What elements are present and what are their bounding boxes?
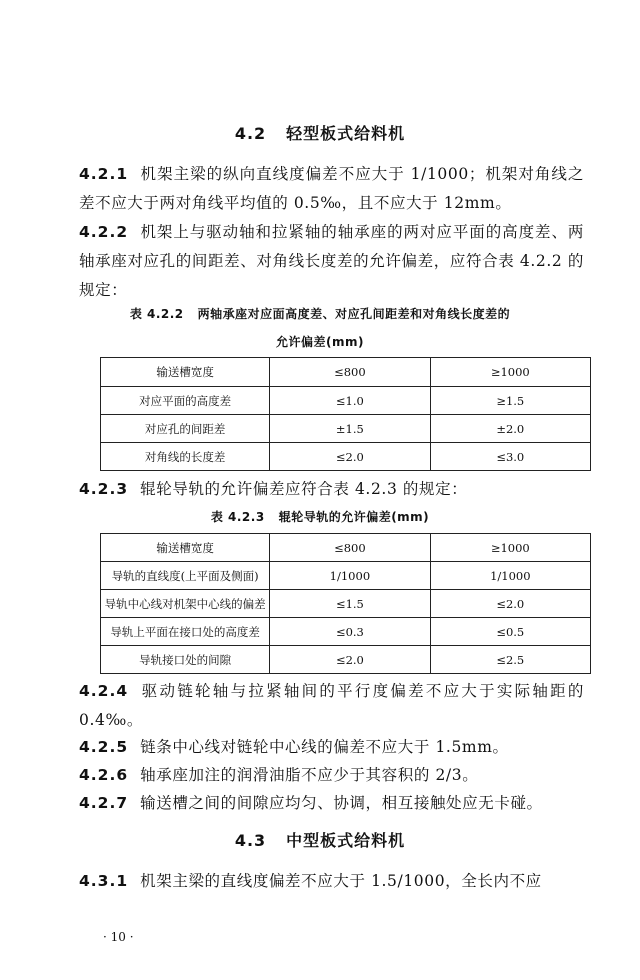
table-header-row xyxy=(101,534,591,562)
table-header-cell: ≥1000 xyxy=(430,534,590,562)
table-cell: 导轨的直线度(上平面及侧面) xyxy=(101,562,270,590)
clause-4-2-3 xyxy=(79,475,584,504)
table-row xyxy=(101,618,591,646)
clause-number: 4.2.5 xyxy=(79,738,129,756)
table-cell: ±2.0 xyxy=(430,415,590,443)
clause-text: 机架上与驱动轴和拉紧轴的轴承座的两对应平面的高度差、两轴承座对应孔的间距差、对角线长度差的允许偏差，应符合表 4.2.2 的规定： xyxy=(79,223,584,299)
clause-4-2-5 xyxy=(79,733,584,762)
clause-text: 链条中心线对链轮中心线的偏差不应大于 1.5mm。 xyxy=(140,738,509,756)
table-title: 辊轮导轨的允许偏差(mm) xyxy=(278,510,430,524)
table-cell: 对角线的长度差 xyxy=(101,443,270,471)
table-cell: 1/1000 xyxy=(270,562,430,590)
table-cell: 导轨中心线对机架中心线的偏差 xyxy=(101,590,270,618)
table-cell: 对应孔的间距差 xyxy=(101,415,270,443)
table-cell: ≤1.5 xyxy=(270,590,430,618)
clause-number: 4.2.7 xyxy=(79,794,129,812)
table-row xyxy=(101,443,591,471)
table-row xyxy=(101,646,591,674)
table-cell: ≤2.0 xyxy=(270,646,430,674)
table-cell: ≤1.0 xyxy=(270,387,430,415)
clause-4-2-1 xyxy=(79,160,584,218)
table-4-2-2 xyxy=(100,357,591,471)
table-row xyxy=(101,387,591,415)
table-header-cell: 输送槽宽度 xyxy=(101,358,270,387)
section-title: 轻型板式给料机 xyxy=(286,124,406,143)
table-cell: ≤3.0 xyxy=(430,443,590,471)
clause-text: 轴承座加注的润滑油脂不应少于其容积的 2/3。 xyxy=(140,766,479,784)
clause-4-2-2 xyxy=(79,218,584,305)
clause-text: 机架主梁的直线度偏差不应大于 1.5/1000，全长内不应 xyxy=(140,872,542,890)
table-caption-4-2-2 xyxy=(0,305,640,322)
clause-number: 4.2.1 xyxy=(79,165,129,183)
page-number: · 10 · xyxy=(103,930,134,944)
section-heading-4-2 xyxy=(0,121,640,144)
table-cell: ≤2.0 xyxy=(430,590,590,618)
table-header-cell: ≤800 xyxy=(270,534,430,562)
clause-number: 4.2.3 xyxy=(79,480,129,498)
clause-4-2-7 xyxy=(79,789,584,818)
clause-4-2-4 xyxy=(79,677,584,735)
table-title-line1: 两轴承座对应面高度差、对应孔间距差和对角线长度差的 xyxy=(197,307,511,321)
table-cell: 导轨上平面在接口处的高度差 xyxy=(101,618,270,646)
table-4-2-3 xyxy=(100,533,591,674)
clause-number: 4.3.1 xyxy=(79,872,129,890)
table-header-row xyxy=(101,358,591,387)
table-cell: 对应平面的高度差 xyxy=(101,387,270,415)
clause-4-2-6 xyxy=(79,761,584,790)
table-number: 表 4.2.2 xyxy=(129,307,184,321)
table-title-line2: 允许偏差(mm) xyxy=(276,335,364,349)
section-number: 4.3 xyxy=(234,831,267,850)
table-cell: ≤2.0 xyxy=(270,443,430,471)
table-row xyxy=(101,415,591,443)
table-row xyxy=(101,590,591,618)
table-cell: 1/1000 xyxy=(430,562,590,590)
table-number: 表 4.2.3 xyxy=(210,510,265,524)
table-cell: ≤0.3 xyxy=(270,618,430,646)
clause-text: 驱动链轮轴与拉紧轴间的平行度偏差不应大于实际轴距的 0.4‰。 xyxy=(79,682,584,729)
clause-number: 4.2.6 xyxy=(79,766,129,784)
table-header-cell: ≤800 xyxy=(270,358,430,387)
section-title: 中型板式给料机 xyxy=(286,831,406,850)
table-cell: 导轨接口处的间隙 xyxy=(101,646,270,674)
table-cell: ≤2.5 xyxy=(430,646,590,674)
table-row xyxy=(101,562,591,590)
section-number: 4.2 xyxy=(234,124,267,143)
clause-4-3-1 xyxy=(79,867,584,896)
table-cell: ≥1.5 xyxy=(430,387,590,415)
clause-number: 4.2.4 xyxy=(79,682,129,700)
clause-text: 辊轮导轨的允许偏差应符合表 4.2.3 的规定： xyxy=(140,480,468,498)
table-cell: ≤0.5 xyxy=(430,618,590,646)
table-caption-4-2-3 xyxy=(0,508,640,525)
table-header-cell: ≥1000 xyxy=(430,358,590,387)
clause-number: 4.2.2 xyxy=(79,223,129,241)
table-caption-4-2-2-line2 xyxy=(0,333,640,350)
table-cell: ±1.5 xyxy=(270,415,430,443)
section-heading-4-3 xyxy=(0,828,640,851)
clause-text: 输送槽之间的间隙应均匀、协调，相互接触处应无卡碰。 xyxy=(140,794,543,812)
clause-text: 机架主梁的纵向直线度偏差不应大于 1/1000；机架对角线之差不应大于两对角线平均值的 0.5‰，且不应大于 12mm。 xyxy=(79,165,584,212)
table-header-cell: 输送槽宽度 xyxy=(101,534,270,562)
